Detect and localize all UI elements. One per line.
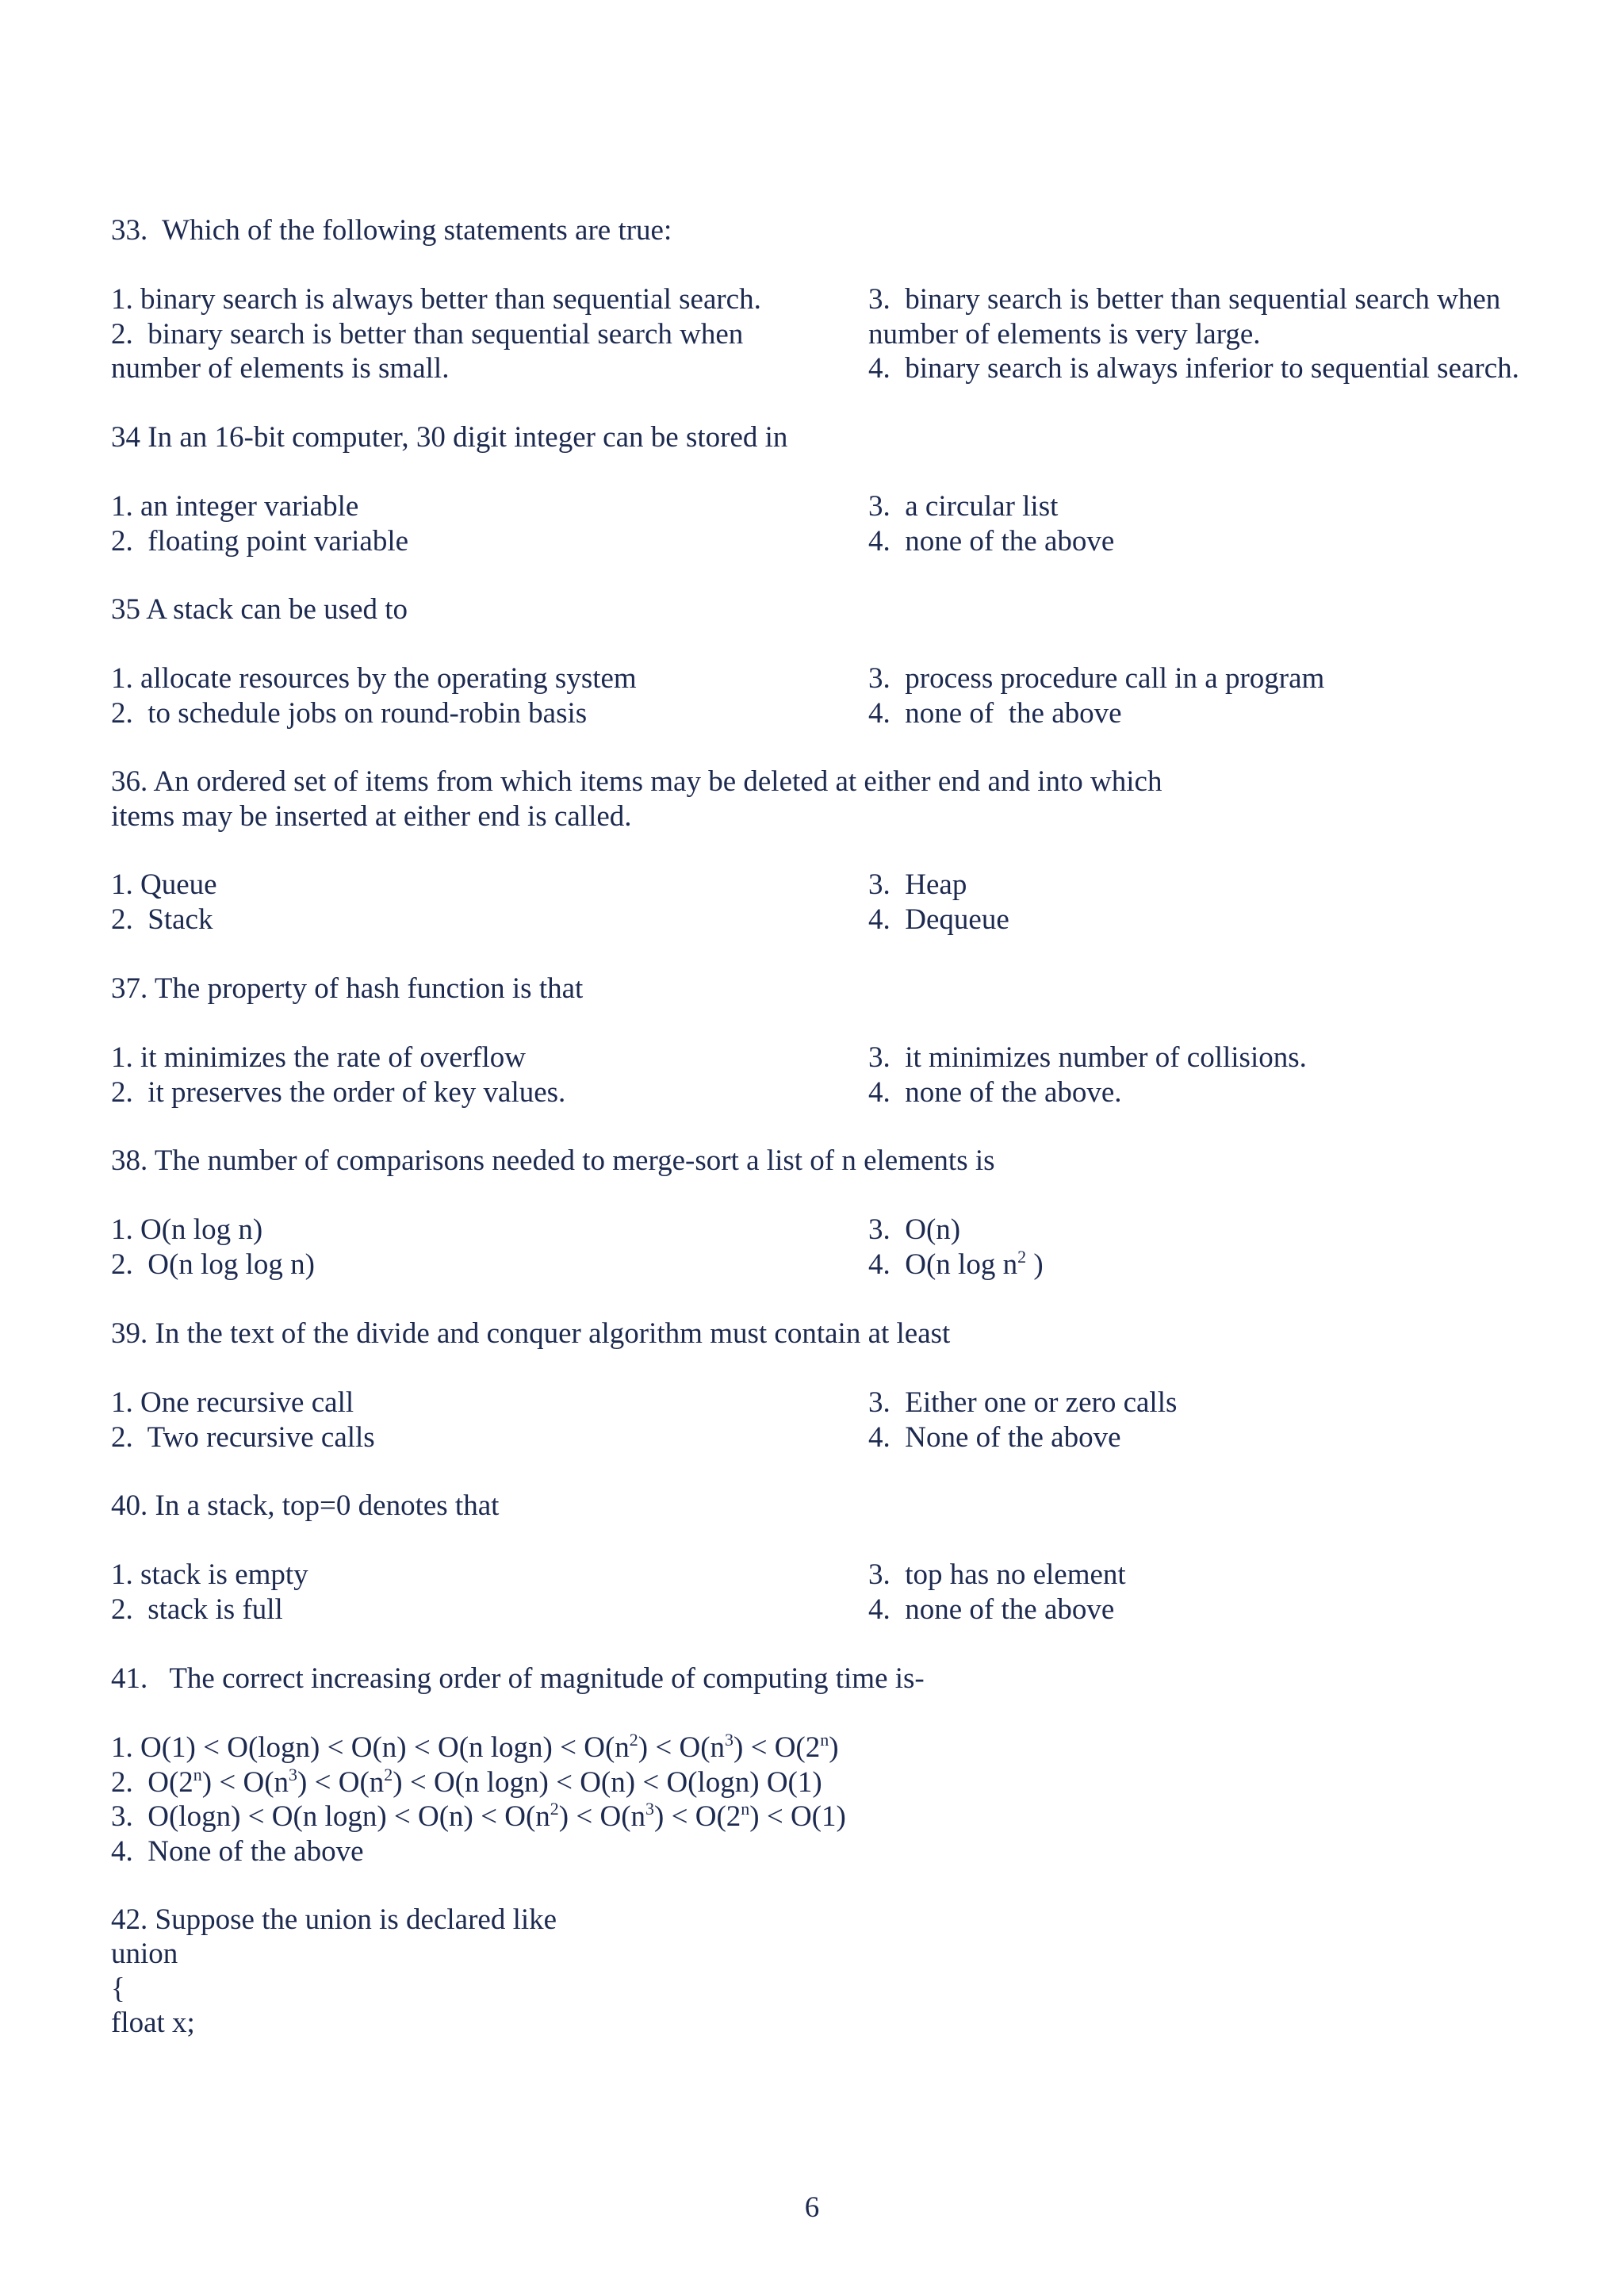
option-4: 4. none of the above. [868, 1075, 1122, 1109]
question-34-options-right [868, 489, 1582, 558]
option-3: 3. Either one or zero calls [868, 1386, 1178, 1419]
option-1: 1. an integer variable [111, 490, 359, 523]
superscript: 2 [384, 1764, 393, 1784]
question-37-options-right [868, 1041, 1582, 1110]
seg: 2. O(2 [111, 1765, 193, 1799]
option-3: 3. a circular list [868, 490, 1059, 523]
option-4-text: 4. O(n log n [868, 1248, 1018, 1281]
seg: ) < O(n [201, 1765, 289, 1799]
option-3: 3. Heap [868, 868, 967, 901]
question-37-options-left [111, 1041, 856, 1110]
seg: ) < O(n [297, 1765, 385, 1799]
question-40-options-right [868, 1558, 1582, 1627]
option-4: 4. none of the above [868, 1593, 1115, 1626]
option-1: 1. it minimizes the rate of overflow [111, 1041, 526, 1074]
seg: ) < O(2 [654, 1800, 741, 1833]
option-1: 1. O(n log n) [111, 1213, 263, 1246]
option-3: 3. it minimizes number of collisions. [868, 1041, 1307, 1074]
seg: ) < O(n logn) < O(n) < O(logn) O(1) [393, 1765, 822, 1799]
seg: ) < O(2 [733, 1731, 821, 1764]
option-3 [111, 1800, 1538, 1834]
superscript: 2 [550, 1799, 559, 1819]
question-40-options-left [111, 1558, 856, 1627]
question-35-options-left [111, 661, 856, 730]
option-3-continued: number of elements is very large. [868, 317, 1261, 351]
question-38-stem: 38. The number of comparisons needed to merge-sort a list of n elements is [111, 1144, 995, 1177]
question-34-options-left [111, 489, 856, 558]
option-4: 4. Dequeue [868, 903, 1009, 936]
question-33-options-right [868, 282, 1582, 386]
code-line: float x; [111, 2007, 195, 2039]
option-4: 4. None of the above [868, 1420, 1121, 1454]
option-4 [868, 1248, 1582, 1282]
question-38-options-left [111, 1213, 856, 1282]
option-4: 4. binary search is always inferior to sequential search. [868, 352, 1519, 385]
question-42-stem: 42. Suppose the union is declared like [111, 1903, 557, 1936]
question-33-stem: 33. Which of the following statements are true: [111, 214, 672, 247]
question-36-stem-line-1: 36. An ordered set of items from which items may be deleted at either end and into which [111, 765, 1162, 798]
option-2: 2. O(n log log n) [111, 1248, 315, 1281]
option-2-continued: number of elements is small. [111, 352, 450, 385]
option-2: 2. binary search is better than sequential search when [111, 317, 744, 351]
seg: ) < O(n [558, 1800, 646, 1833]
question-39-options-right [868, 1386, 1582, 1455]
seg: ) < O(1) [749, 1800, 846, 1833]
option-2: 2. Two recursive calls [111, 1420, 375, 1454]
superscript: n [741, 1799, 750, 1819]
seg: 1. O(1) < O(logn) < O(n) < O(n logn) < O(n [111, 1731, 630, 1764]
option-2: 2. it preserves the order of key values. [111, 1075, 566, 1109]
option-1: 1. One recursive call [111, 1386, 354, 1419]
option-2: 2. to schedule jobs on round-robin basis [111, 696, 588, 730]
option-2: 2. Stack [111, 903, 213, 936]
superscript: 3 [645, 1799, 655, 1819]
option-1 [111, 1731, 1538, 1765]
option-1: 1. Queue [111, 868, 217, 901]
option-3: 3. process procedure call in a program [868, 662, 1325, 695]
option-4: 4. none of the above [868, 696, 1122, 730]
option-4-tail: ) [1026, 1248, 1044, 1281]
superscript: 3 [725, 1730, 734, 1750]
question-36-options-left [111, 868, 856, 937]
option-3: 3. binary search is better than sequential search when [868, 283, 1501, 316]
question-41-options [111, 1731, 1538, 1869]
question-34-stem: 34 In an 16-bit computer, 30 digit integer can be stored in [111, 421, 788, 454]
option-4: 4. None of the above [111, 1834, 364, 1868]
option-1: 1. binary search is always better than sequential search. [111, 283, 761, 316]
question-37-stem: 37. The property of hash function is that [111, 972, 584, 1005]
question-42-code [111, 1937, 1538, 2041]
question-35-options-right [868, 661, 1582, 730]
option-4: 4. none of the above [868, 524, 1115, 558]
option-3: 3. top has no element [868, 1558, 1126, 1591]
superscript: n [193, 1764, 202, 1784]
superscript: 2 [1017, 1246, 1027, 1267]
option-1: 1. stack is empty [111, 1558, 308, 1591]
seg: ) [829, 1731, 839, 1764]
option-1: 1. allocate resources by the operating system [111, 662, 637, 695]
superscript: 2 [629, 1730, 638, 1750]
option-2 [111, 1765, 1538, 1800]
option-3: 3. O(n) [868, 1213, 961, 1246]
superscript: 3 [289, 1764, 298, 1784]
code-line: union [111, 1938, 178, 1970]
question-39-stem: 39. In the text of the divide and conquer algorithm must contain at least [111, 1317, 951, 1350]
question-41-stem: 41. The correct increasing order of magnitude of computing time is- [111, 1662, 925, 1695]
seg: 3. O(logn) < O(n logn) < O(n) < O(n [111, 1800, 550, 1833]
option-2: 2. stack is full [111, 1593, 283, 1626]
superscript: n [820, 1730, 829, 1750]
option-2: 2. floating point variable [111, 524, 409, 558]
question-36-stem-line-2: items may be inserted at either end is called. [111, 799, 632, 833]
code-line: { [111, 1972, 125, 2005]
page-number: 6 [804, 2191, 820, 2224]
question-35-stem: 35 A stack can be used to [111, 593, 408, 626]
question-39-options-left [111, 1386, 856, 1455]
question-36-options-right [868, 868, 1582, 937]
question-38-options-right [868, 1213, 1582, 1282]
question-36-stem [111, 765, 1538, 834]
question-33-options-left [111, 282, 856, 386]
seg: ) < O(n [638, 1731, 726, 1764]
question-40-stem: 40. In a stack, top=0 denotes that [111, 1489, 500, 1522]
